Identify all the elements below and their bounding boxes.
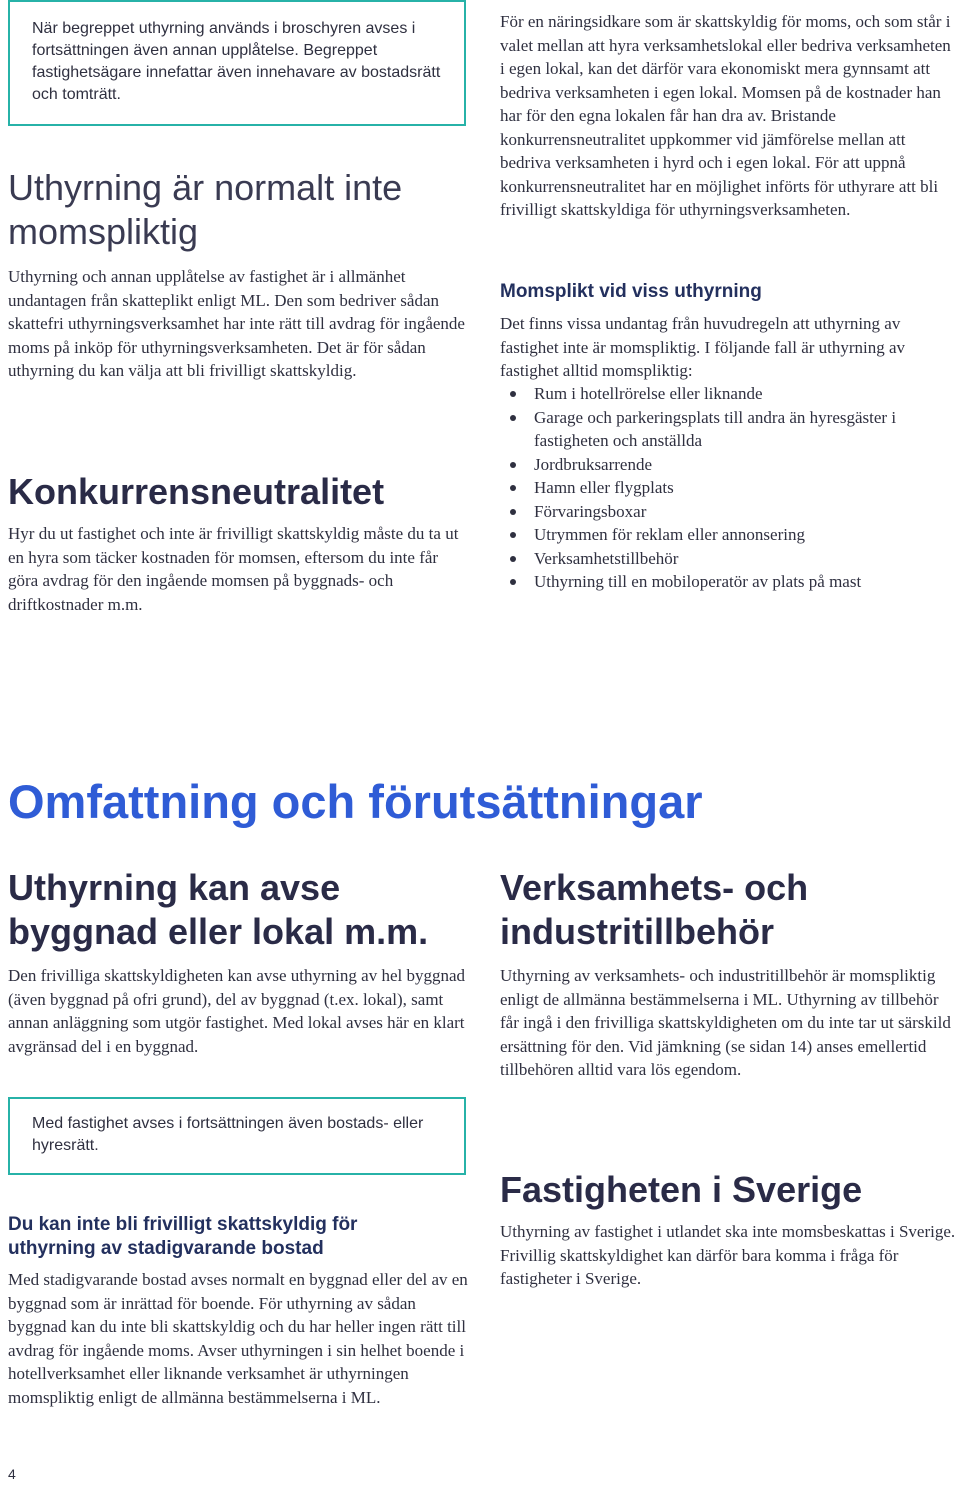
heading-fastigheten-sverige: Fastigheten i Sverige	[500, 1169, 863, 1210]
fastighet-info-text: Med fastighet avses i fortsättningen även bostads- eller hyresrätt.	[32, 1115, 424, 1154]
paragraph-konkurrensneutralitet: Hyr du ut fastighet och inte är frivilligt skattskyldig måste du ta ut en hyra som täcker kostnaden för momsen, eftersom du inte får göra avdrag för den ingående momsen på byggnads- och driftkostnader m.m.	[8, 524, 459, 614]
paragraph-stadigvarande-bostad: Med stadigvarande bostad avses normalt en byggnad eller del av en byggnad som är inrättad för boende. För uthyrning av sådan byggnad kan du inte bli skattskyldig och du har heller ingen rätt till avdrag för ingående moms. Avser uthyrningen i sin helhet boende i hotellverksamhet eller liknande verksamhet är uthyrningen momspliktig enligt de allmänna bestämmelserna i ML.	[8, 1270, 468, 1407]
paragraph-naringsidkare: För en näringsidkare som är skattskyldig för moms, och som står i valet mellan att hyra verksamhetslokal eller bedriva verksamheten i egen lokal, kan det därför vara ekonomiskt mera gynnsamt att bedriva verksamheten i egen lokal. Momsen på de kostnader han har för den egna lokalen får han dra av. Bristande konkurrensneutralitet uppkommer vid jämförelse mellan att bedriva verksamheten i hyrd och i egen lokal. För att uppnå konkurrensneutralitet har en möjlighet införts för uthyrare att bli frivilligt skattskyldiga för uthyrningsverksamheten.	[500, 12, 951, 219]
heading-stadigvarande-bostad: Du kan inte bli frivilligt skattskyldig för uthyrning av stadigvarande bostad	[8, 1214, 358, 1259]
heading-momspliktig: Uthyrning är normalt inte momspliktig	[8, 167, 403, 252]
paragraph-fastigheten-sverige: Uthyrning av fastighet i utlandet ska inte momsbeskattas i Sverige. Frivillig skattskyldighet kan därför bara komma i fråga för fastigheter i Sverige.	[500, 1222, 956, 1288]
page-number: 4	[8, 1466, 16, 1482]
bullet-item: Rum i hotellrörelse eller liknande	[500, 382, 956, 406]
bullet-item: Jordbruksarrende	[500, 453, 956, 477]
bullet-item: Förvaringsboxar	[500, 500, 956, 524]
bullet-item: Garage och parkeringsplats till andra än hyresgäster i fastigheten och anställda	[500, 406, 956, 453]
bullet-item: Hamn eller flygplats	[500, 476, 956, 500]
heading-byggnad-lokal: Uthyrning kan avse byggnad eller lokal m.m.	[8, 867, 429, 952]
paragraph-momsplikt: Det finns vissa undantag från huvudregeln att uthyrning av fastighet inte är momspliktig. I följande fall är uthyrning av fastighet alltid momspliktig:	[500, 314, 906, 380]
heading-konkurrensneutralitet: Konkurrensneutralitet	[8, 471, 385, 512]
bullet-item: Uthyrning till en mobiloperatör av plats på mast	[500, 570, 956, 594]
intro-info-text: När begreppet uthyrning används i broschyren avses i fortsättningen även annan upplåtelse. Begreppet fastighetsägare innefattar även innehavare av bostadsrätt och tomträtt.	[32, 20, 441, 103]
bullet-item: Verksamhetstillbehör	[500, 547, 956, 571]
section-title: Omfattning och förutsättningar	[8, 775, 703, 828]
heading-tillbehor: Verksamhets- och industritillbehör	[500, 867, 809, 952]
heading-momsplikt-viss-uthyrning: Momsplikt vid viss uthyrning	[500, 281, 762, 302]
paragraph-momspliktig: Uthyrning och annan upplåtelse av fastighet är i allmänhet undantagen från skatteplikt enligt ML. Den som bedriver sådan skattefri uthyrningsverksamhet har inte rätt till avdrag för ingående moms på inköp för uthyrningsverksamheten. Det är för sådan uthyrning du kan välja att bli frivilligt skattskyldig.	[8, 267, 465, 380]
fastighet-info-box	[8, 1097, 466, 1175]
paragraph-tillbehor: Uthyrning av verksamhets- och industritillbehör är momspliktig enligt de allmänna bestämmelserna i ML. Uthyrning av tillbehör får ingå i den frivilliga skattskyldigheten om du inte tar ut särskild ersättning för den. Vid jämkning (se sidan 14) anses emellertid tillbehören alltid vara lös egendom.	[500, 966, 951, 1079]
paragraph-byggnad-lokal: Den frivilliga skattskyldigheten kan avse uthyrning av hel byggnad (även byggnad på ofri grund), del av byggnad (t.ex. lokal), samt annan anläggning som utgör fastighet. Med lokal avses här en klart avgränsad del i en byggnad.	[8, 966, 466, 1056]
intro-info-box	[8, 0, 466, 126]
bullet-item: Utrymmen för reklam eller annonsering	[500, 523, 956, 547]
momsplikt-bullet-list	[500, 382, 956, 594]
